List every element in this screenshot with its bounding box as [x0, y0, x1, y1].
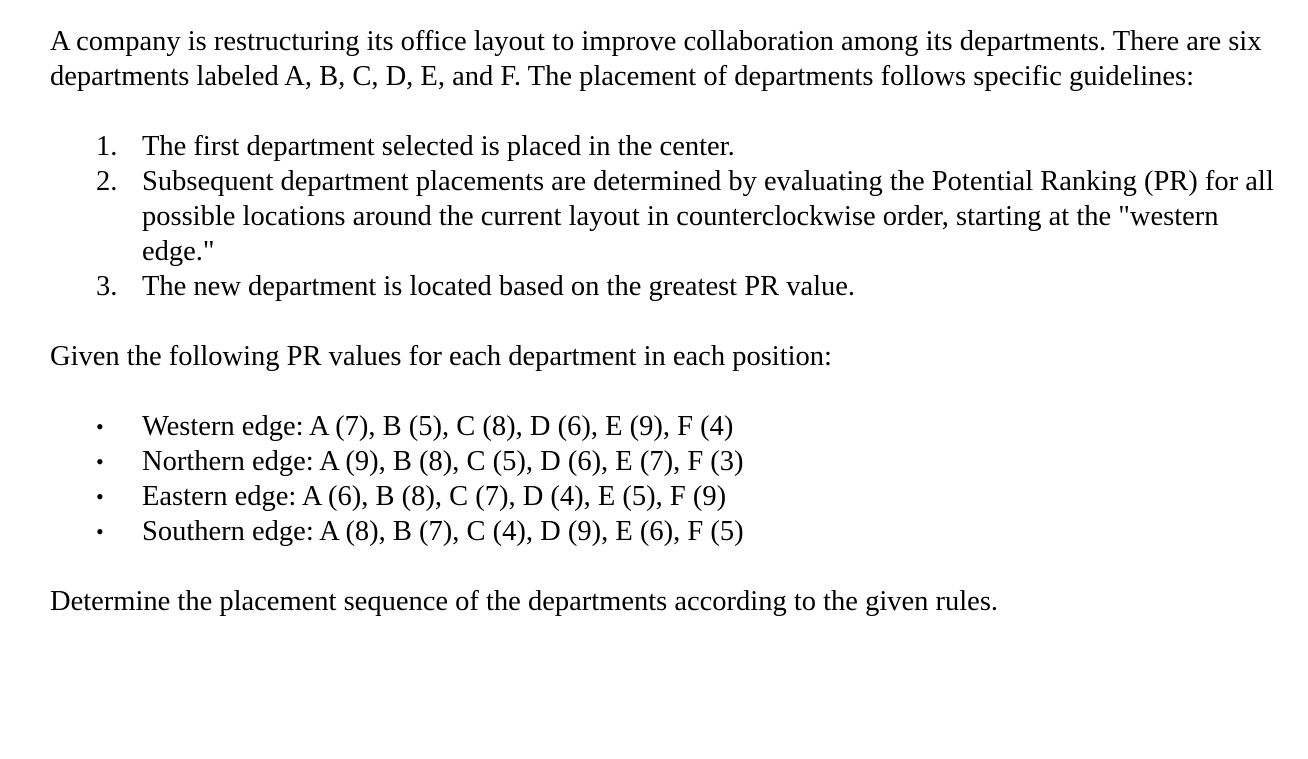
pr-item-western [50, 409, 1290, 444]
pr-text: Northern edge: A (9), B (8), C (5), D (6), E (7), F (3) [142, 446, 744, 477]
bullet-icon: • [96, 449, 104, 474]
rule-number: 2. [96, 166, 118, 197]
pr-item-southern [50, 514, 1290, 549]
bullet-icon: • [96, 519, 104, 544]
pr-text: Eastern edge: A (6), B (8), C (7), D (4), E (5), F (9) [142, 481, 727, 512]
pr-item-northern [50, 444, 1290, 479]
rules-list [50, 129, 1290, 304]
rule-item [50, 164, 1290, 269]
rule-text: Subsequent department placements are determined by evaluating the Potential Ranking (PR) for all possible locations around the current layout in counterclockwise order, starting at the "western edge." [142, 166, 1274, 267]
rule-item [50, 129, 1290, 164]
closing-paragraph: Determine the placement sequence of the departments according to the given rules. [50, 586, 999, 617]
rule-text: The first department selected is placed in the center. [142, 131, 735, 162]
pr-text: Western edge: A (7), B (5), C (8), D (6), E (9), F (4) [142, 411, 734, 442]
rule-text: The new department is located based on the greatest PR value. [142, 271, 856, 302]
pr-item-eastern [50, 479, 1290, 514]
bullet-icon: • [96, 414, 104, 439]
pr-text: Southern edge: A (8), B (7), C (4), D (9), E (6), F (5) [142, 516, 744, 547]
rule-number: 1. [96, 131, 118, 162]
rule-item [50, 269, 1290, 304]
pr-values-list [50, 409, 1290, 549]
document [50, 24, 1290, 619]
intro-paragraph: A company is restructuring its office layout to improve collaboration among its departments. There are six departments labeled A, B, C, D, E, and F. The placement of departments follows specific guidelines: [50, 26, 1262, 92]
bullet-icon: • [96, 484, 104, 509]
rule-number: 3. [96, 271, 118, 302]
given-paragraph: Given the following PR values for each department in each position: [50, 341, 832, 372]
